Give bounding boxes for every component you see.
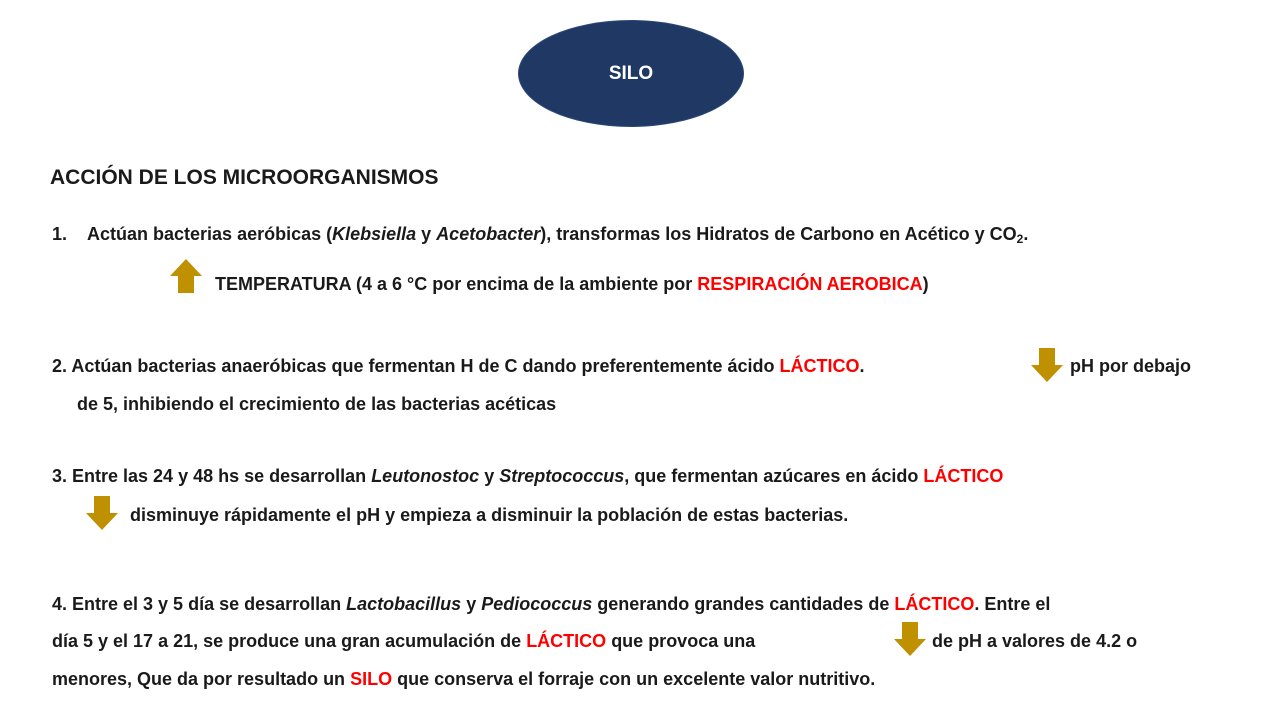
p1-text-b: y	[416, 224, 437, 244]
p1-temp-text: TEMPERATURA (4 a 6 °C por encima de la ambiente por	[215, 274, 698, 294]
p4-text-h: menores, Que da por resultado un	[52, 669, 351, 689]
p1-genus-acetobacter: Acetobacter	[436, 224, 541, 244]
p4-text-f: que provoca una	[606, 631, 756, 651]
p4-text-i: que conserva el forraje con un excelente valor nutritivo.	[392, 669, 876, 689]
p1-line	[52, 224, 1028, 246]
p2-ph-text: pH por debajo	[1070, 356, 1191, 376]
p3-text-a: 3. Entre las 24 y 48 hs se desarrollan	[52, 466, 372, 486]
p2-text-b: .	[859, 356, 865, 376]
p4-line-2	[52, 631, 755, 652]
p1-temp-close: )	[922, 274, 929, 294]
p2-line-2: de 5, inhibiendo el crecimiento de las bacterias acéticas	[77, 394, 557, 414]
arrow-down-icon	[86, 496, 118, 530]
p2-lactico-highlight: LÁCTICO	[779, 356, 860, 376]
p3-genus-streptococcus: Streptococcus	[499, 466, 625, 486]
p4-line-1	[52, 594, 1050, 615]
p3-lactico-highlight: LÁCTICO	[923, 466, 1004, 486]
p4-genus-pediococcus: Pediococcus	[481, 594, 593, 614]
p4-silo-highlight: SILO	[350, 669, 393, 689]
p3-text-c: , que fermentan azúcares en ácido	[624, 466, 924, 486]
p2-text-a: 2. Actúan bacterias anaeróbicas que fermentan H de C dando preferentemente ácido	[52, 356, 780, 376]
page-title: ACCIÓN DE LOS MICROORGANISMOS	[50, 166, 439, 189]
p3-line-2: disminuye rápidamente el pH y empieza a disminuir la población de estas bacterias.	[130, 505, 849, 525]
arrow-down-icon	[894, 622, 926, 656]
p1-text-c: ), transformas los Hidratos de Carbono en Acético y CO	[540, 224, 1017, 244]
p4-line-3	[52, 669, 875, 690]
p4-text-b: y	[461, 594, 482, 614]
p4-text-c: generando grandes cantidades de	[592, 594, 895, 614]
p4-lactico-highlight-2: LÁCTICO	[526, 631, 607, 651]
p1-respiracion-highlight: RESPIRACIÓN AEROBICA	[697, 274, 923, 294]
arrow-up-icon	[170, 259, 202, 293]
p2-line-1	[52, 356, 865, 377]
p4-text-e: día 5 y el 17 a 21, se produce una gran acumulación de	[52, 631, 527, 651]
p1-number: 1.	[52, 224, 68, 244]
p4-lactico-highlight-1: LÁCTICO	[894, 594, 975, 614]
p1-text-d: .	[1023, 224, 1029, 244]
p1-temperature-line	[215, 274, 929, 295]
p4-text-d: . Entre el	[974, 594, 1051, 614]
p1-text-a: Actúan bacterias aeróbicas (	[87, 224, 333, 244]
silo-oval	[518, 20, 744, 127]
p4-text-a: 4. Entre el 3 y 5 día se desarrollan	[52, 594, 347, 614]
p1-subscript: 2	[1016, 232, 1024, 246]
p3-line-1	[52, 466, 1003, 487]
p1-genus-klebsiella: Klebsiella	[332, 224, 417, 244]
arrow-down-icon	[1031, 348, 1063, 382]
p4-ph-text: de pH a valores de 4.2 o	[932, 631, 1138, 651]
silo-oval-label: SILO	[608, 62, 654, 84]
p3-text-b: y	[479, 466, 500, 486]
p4-genus-lactobacillus: Lactobacillus	[346, 594, 462, 614]
p3-genus-leutonostoc: Leutonostoc	[371, 466, 480, 486]
